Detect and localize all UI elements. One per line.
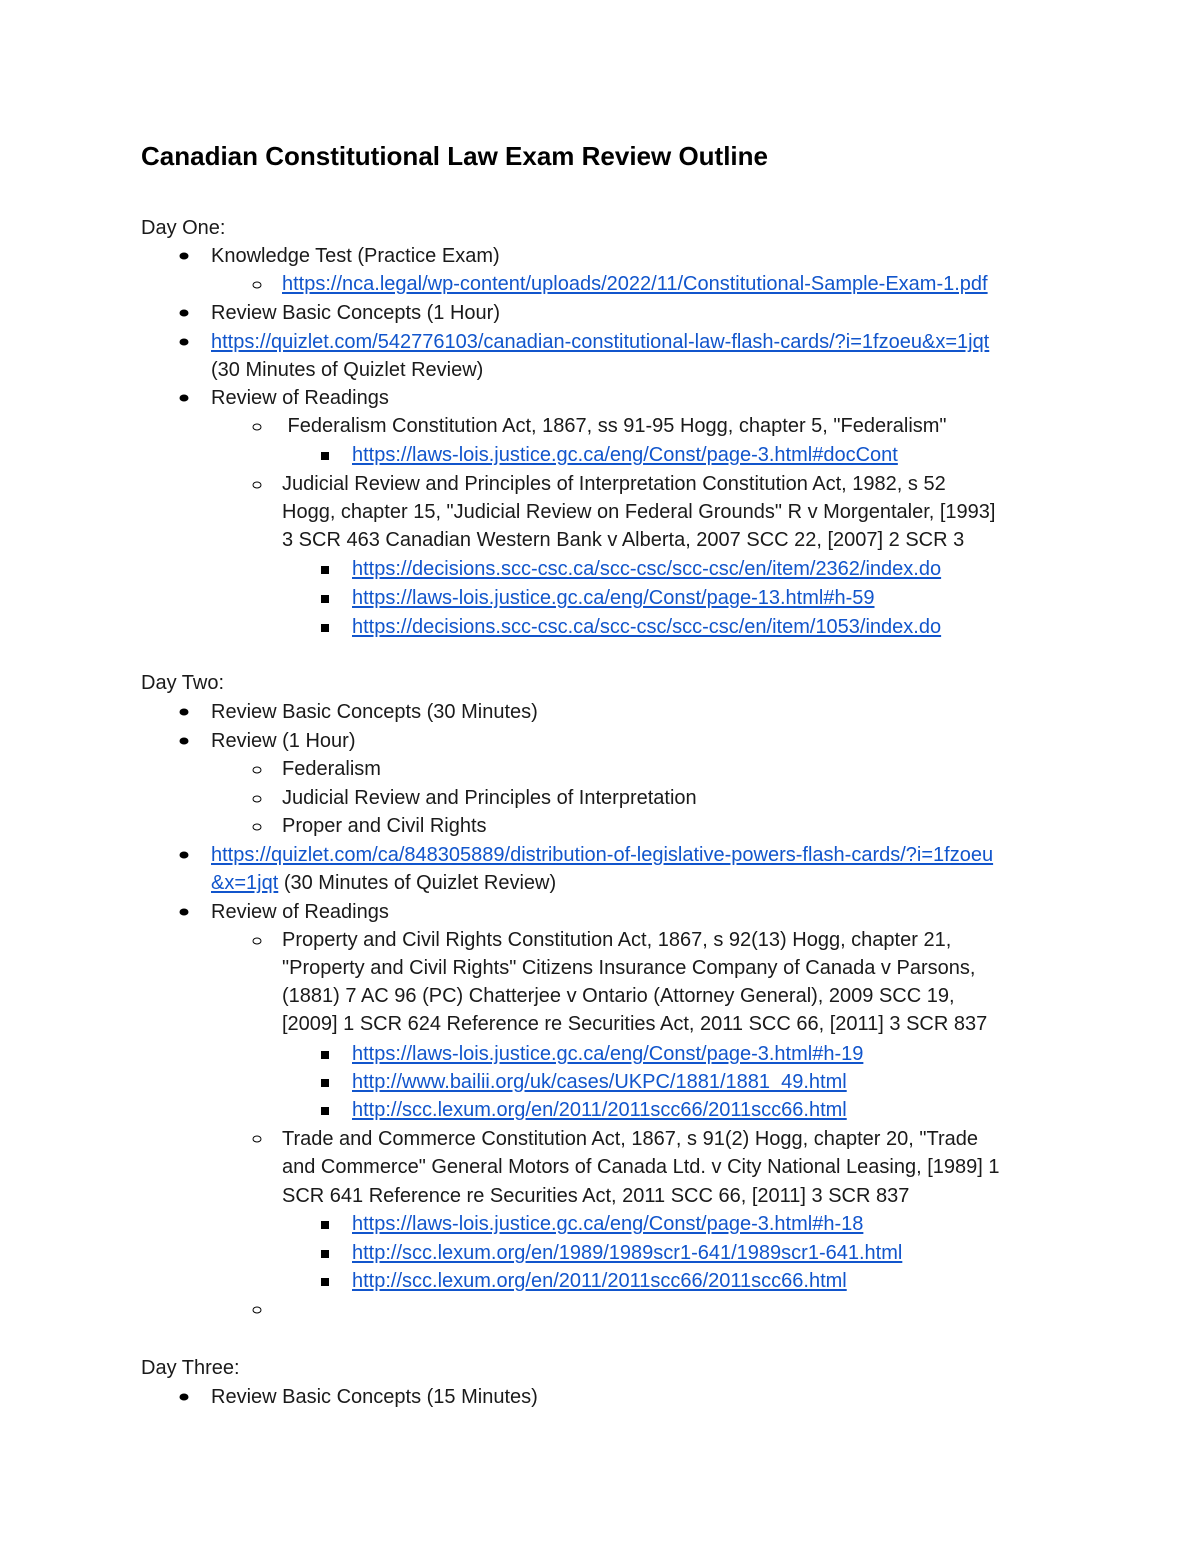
bullet-disc-icon <box>180 909 189 916</box>
reading-trade-line: Trade and Commerce Constitution Act, 1867, s 91(2) Hogg, chapter 20, "Trade <box>282 1128 978 1150</box>
bullet-disc-icon <box>180 738 189 745</box>
bullet-circle-icon <box>253 938 262 945</box>
bullet-square-icon <box>321 1250 329 1258</box>
day-three-heading: Day Three: <box>141 1357 240 1379</box>
bullet-square-icon <box>321 595 329 603</box>
list-item-basic-concepts: Review Basic Concepts (30 Minutes) <box>211 701 538 723</box>
bullet-square-icon <box>321 1051 329 1059</box>
review-topic: Federalism <box>282 758 381 780</box>
list-item-readings: Review of Readings <box>211 387 389 409</box>
review-topic: Proper and Civil Rights <box>282 815 487 837</box>
bullet-square-icon <box>321 452 329 460</box>
reading-judicial-review-line: 3 SCR 463 Canadian Western Bank v Alberta, 2007 SCC 22, [2007] 2 SCR 3 <box>282 529 965 551</box>
bullet-square-icon <box>321 1107 329 1115</box>
bullet-disc-icon <box>180 253 189 260</box>
property-link[interactable]: http://www.bailii.org/uk/cases/UKPC/1881/1881_49.html <box>352 1071 847 1093</box>
list-item-basic-concepts: Review Basic Concepts (1 Hour) <box>211 302 500 324</box>
bullet-disc-icon <box>180 852 189 859</box>
bullet-disc-icon <box>180 310 189 317</box>
review-topic: Judicial Review and Principles of Interpretation <box>282 787 697 809</box>
bullet-disc-icon <box>180 709 189 716</box>
bullet-disc-icon <box>180 339 189 346</box>
reading-property-line: Property and Civil Rights Constitution Act, 1867, s 92(13) Hogg, chapter 21, <box>282 929 952 951</box>
bullet-square-icon <box>321 566 329 574</box>
bullet-circle-icon <box>253 824 262 831</box>
bullet-circle-icon <box>253 767 262 774</box>
quizlet-link-continuation[interactable]: &x=1jqt <box>211 872 279 894</box>
day-one-heading: Day One: <box>141 217 226 239</box>
bullet-circle-icon <box>253 796 262 803</box>
sample-exam-link[interactable]: https://nca.legal/wp-content/uploads/2022/11/Constitutional-Sample-Exam-1.pdf <box>282 273 988 295</box>
judicial-link[interactable]: https://decisions.scc-csc.ca/scc-csc/scc-csc/en/item/2362/index.do <box>352 558 942 580</box>
bullet-disc-icon <box>180 1394 189 1401</box>
bullet-square-icon <box>321 624 329 632</box>
reading-property-line: (1881) 7 AC 96 (PC) Chatterjee v Ontario (Attorney General), 2009 SCC 19, <box>282 985 955 1007</box>
reading-trade-line: and Commerce" General Motors of Canada Ltd. v City National Leasing, [1989] 1 <box>282 1156 1000 1178</box>
quizlet-link[interactable]: https://quizlet.com/542776103/canadian-constitutional-law-flash-cards/?i=1fzoeu&x=1jqt <box>211 331 990 353</box>
judicial-link[interactable]: https://decisions.scc-csc.ca/scc-csc/scc-csc/en/item/1053/index.do <box>352 616 942 638</box>
bullet-circle-icon <box>253 482 262 489</box>
reading-federalism: Federalism Constitution Act, 1867, ss 91-95 Hogg, chapter 5, "Federalism" <box>282 415 947 437</box>
trade-link[interactable]: http://scc.lexum.org/en/2011/2011scc66/2011scc66.html <box>352 1270 847 1292</box>
document-title: Canadian Constitutional Law Exam Review Outline <box>141 141 768 171</box>
federalism-link[interactable]: https://laws-lois.justice.gc.ca/eng/Const/page-3.html#docCont <box>352 444 898 466</box>
bullet-circle-icon <box>253 424 262 431</box>
bullet-circle-icon <box>253 1136 262 1143</box>
trade-link[interactable]: https://laws-lois.justice.gc.ca/eng/Const/page-3.html#h-18 <box>352 1213 864 1235</box>
quizlet-link[interactable]: https://quizlet.com/ca/848305889/distribution-of-legislative-powers-flash-cards/?i=1fzoeu <box>211 844 994 866</box>
bullet-square-icon <box>321 1079 329 1087</box>
quizlet-note: (30 Minutes of Quizlet Review) <box>278 872 557 894</box>
bullet-circle-icon <box>253 282 262 289</box>
trade-link[interactable]: http://scc.lexum.org/en/1989/1989scr1-641/1989scr1-641.html <box>352 1242 903 1264</box>
bullet-square-icon <box>321 1221 329 1229</box>
reading-judicial-review-line: Hogg, chapter 15, "Judicial Review on Federal Grounds" R v Morgentaler, [1993] <box>282 501 996 523</box>
list-item-readings: Review of Readings <box>211 901 389 923</box>
bullet-square-icon <box>321 1278 329 1286</box>
property-link[interactable]: https://laws-lois.justice.gc.ca/eng/Const/page-3.html#h-19 <box>352 1043 864 1065</box>
quizlet-note: (30 Minutes of Quizlet Review) <box>211 359 484 381</box>
bullet-circle-icon <box>253 1307 262 1314</box>
list-item-knowledge-test: Knowledge Test (Practice Exam) <box>211 245 500 267</box>
list-item-basic-concepts: Review Basic Concepts (15 Minutes) <box>211 1386 538 1408</box>
day-two-heading: Day Two: <box>141 672 224 694</box>
reading-judicial-review-line: Judicial Review and Principles of Interpretation Constitution Act, 1982, s 52 <box>282 473 946 495</box>
reading-trade-line: SCR 641 Reference re Securities Act, 2011 SCC 66, [2011] 3 SCR 837 <box>282 1185 910 1207</box>
quizlet-line-2 <box>211 869 556 897</box>
property-link[interactable]: http://scc.lexum.org/en/2011/2011scc66/2011scc66.html <box>352 1099 847 1121</box>
bullet-disc-icon <box>180 395 189 402</box>
list-item-review: Review (1 Hour) <box>211 730 356 752</box>
judicial-link[interactable]: https://laws-lois.justice.gc.ca/eng/Const/page-13.html#h-59 <box>352 587 875 609</box>
reading-property-line: [2009] 1 SCR 624 Reference re Securities Act, 2011 SCC 66, [2011] 3 SCR 837 <box>282 1013 988 1035</box>
reading-property-line: "Property and Civil Rights" Citizens Insurance Company of Canada v Parsons, <box>282 957 976 979</box>
